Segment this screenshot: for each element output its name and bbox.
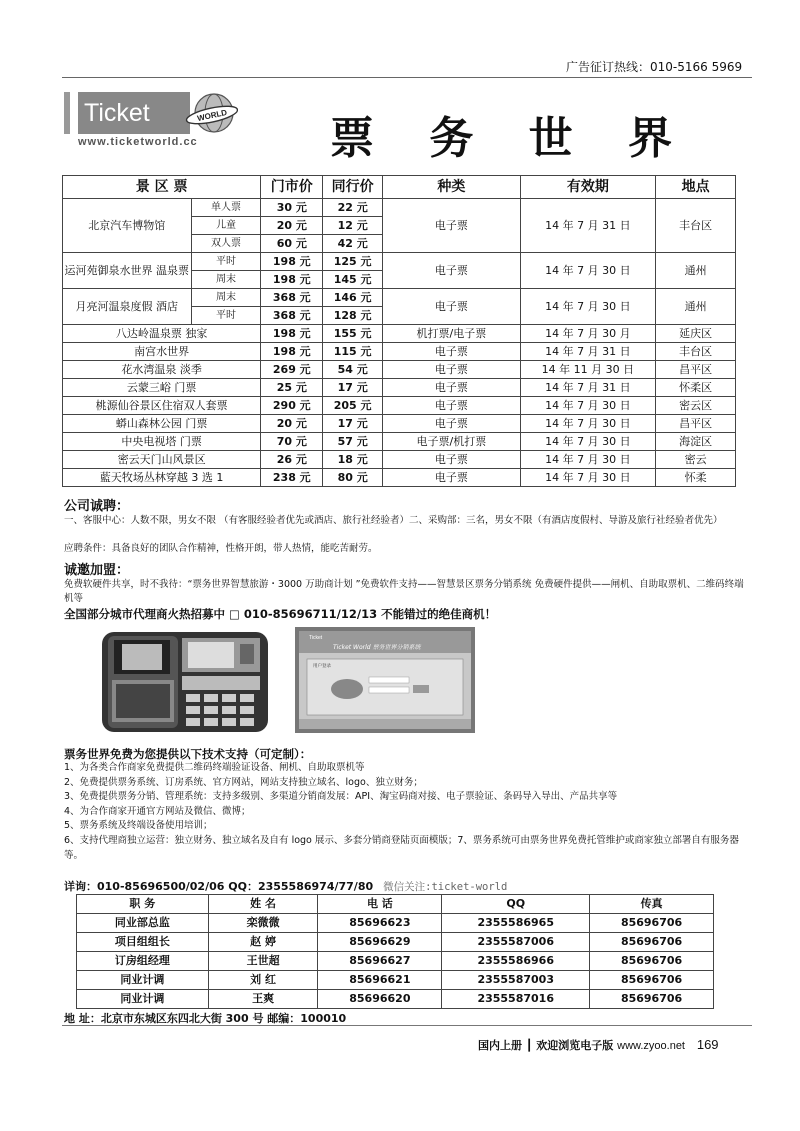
phone-cell: 85696620: [318, 990, 442, 1009]
footer-label: 国内上册 ┃ 欢迎浏览电子版: [478, 1039, 614, 1052]
scenic-name-cell: 桃源仙谷景区住宿双人套票: [63, 397, 261, 415]
retail-price-cell: 70 元: [261, 433, 323, 451]
retail-price-cell: 198 元: [261, 325, 323, 343]
ticket-type-cell: 电子票: [383, 415, 521, 433]
place-cell: 怀柔: [656, 469, 736, 487]
validity-cell: 14 年 7 月 30 日: [520, 253, 656, 289]
position-cell: 订房组经理: [77, 952, 209, 971]
ticket-type-cell: 电子票: [383, 253, 521, 289]
screenshot-corner: Ticket: [309, 635, 323, 641]
col-position: 职 务: [77, 895, 209, 914]
name-cell: 王世超: [208, 952, 318, 971]
ticket-type-cell: 电子票: [383, 379, 521, 397]
trade-price-cell: 42 元: [323, 235, 383, 253]
logo-word: Ticket: [78, 92, 190, 134]
scenic-name-cell: 藍天牧场丛林穿越 3 选 1: [63, 469, 261, 487]
ad-hotline: 广告征订热线：010-5166 5969: [566, 60, 743, 74]
table-row: [77, 914, 714, 933]
trade-price-cell: 155 元: [323, 325, 383, 343]
table-row: [63, 433, 736, 451]
list-item: 1、为各类合作商家免费提供二维码终端验证设备、闸机、自助取票机等: [64, 762, 365, 773]
page-number: 169: [696, 1037, 719, 1052]
table-row: [63, 199, 736, 217]
hiring-text: 一、客服中心：人数不限，男女不限 （有客服经验者优先或酒店、旅行社经验者）二、采购部：三名，男女不限（有酒店度假村、导游及旅行社经验者优先）: [64, 515, 723, 526]
ticket-type-cell: 电子票: [383, 397, 521, 415]
table-row: [63, 451, 736, 469]
place-cell: 海淀区: [656, 433, 736, 451]
qq-cell: 2355587006: [442, 933, 590, 952]
ticket-type-cell: 电子票: [383, 199, 521, 253]
col-retail: 门市价: [261, 176, 323, 199]
ticket-type-cell: 电子票/机打票: [383, 433, 521, 451]
scenic-name-cell: 南宫水世界: [63, 343, 261, 361]
trade-price-cell: 22 元: [323, 199, 383, 217]
ticket-type-cell: 机打票/电子票: [383, 325, 521, 343]
distribution-system-screenshot: [295, 627, 475, 733]
qq-cell: 2355586966: [442, 952, 590, 971]
name-cell: 刘 红: [208, 971, 318, 990]
trade-price-cell: 17 元: [323, 379, 383, 397]
tech-support-list: [64, 761, 744, 863]
retail-price-cell: 368 元: [261, 289, 323, 307]
phone-cell: 85696627: [318, 952, 442, 971]
ticket-type-cell: 电子票: [383, 451, 521, 469]
page-title: 票 务 世 界: [330, 113, 692, 164]
validity-cell: 14 年 7 月 30 日: [520, 469, 656, 487]
bottom-rule: [62, 1025, 752, 1026]
table-row: [77, 990, 714, 1009]
retail-price-cell: 290 元: [261, 397, 323, 415]
retail-price-cell: 20 元: [261, 217, 323, 235]
list-item: 3、免费提供票务分销、管理系统：支持多级别、多渠道分销商发展：API、淘宝码商对接、电子票验证、条码导入导出、产品共享等: [64, 791, 618, 803]
trade-price-cell: 145 元: [323, 271, 383, 289]
place-cell: 昌平区: [656, 415, 736, 433]
top-rule: [62, 77, 752, 78]
scenic-name-cell: 蟒山森林公园 门票: [63, 415, 261, 433]
hiring-heading: 公司诚聘：: [64, 499, 130, 514]
trade-price-cell: 115 元: [323, 343, 383, 361]
table-row: [63, 469, 736, 487]
retail-price-cell: 25 元: [261, 379, 323, 397]
trade-price-cell: 80 元: [323, 469, 383, 487]
place-cell: 丰台区: [656, 199, 736, 253]
trade-price-cell: 12 元: [323, 217, 383, 235]
ticket-variant-cell: 周末: [191, 289, 261, 307]
col-name: 姓 名: [208, 895, 318, 914]
trade-price-cell: 205 元: [323, 397, 383, 415]
scenic-name-cell: 中央电视塔 门票: [63, 433, 261, 451]
place-cell: 延庆区: [656, 325, 736, 343]
retail-price-cell: 60 元: [261, 235, 323, 253]
agent-recruit-line: 全国部分城市代理商火热招募中 □ 010-85696711/12/13 不能错过的绝佳商机！: [64, 607, 497, 621]
list-item: 4、为合作商家开通官方网站及微信、微博；: [64, 805, 251, 817]
screenshot-brand: Ticket World 票务世界分销系统: [333, 644, 421, 651]
retail-price-cell: 26 元: [261, 451, 323, 469]
scenic-name-cell: 运河苑御泉水世界 温泉票: [63, 253, 192, 289]
name-cell: 王爽: [208, 990, 318, 1009]
validity-cell: 14 年 7 月 30 日: [520, 397, 656, 415]
position-cell: 同业计调: [77, 990, 209, 1009]
name-cell: 栾微微: [208, 914, 318, 933]
retail-price-cell: 20 元: [261, 415, 323, 433]
trade-price-cell: 57 元: [323, 433, 383, 451]
retail-price-cell: 198 元: [261, 253, 323, 271]
trade-price-cell: 125 元: [323, 253, 383, 271]
col-trade: 同行价: [323, 176, 383, 199]
fax-cell: 85696706: [590, 933, 714, 952]
name-cell: 赵 婷: [208, 933, 318, 952]
staff-contact-table: [76, 894, 714, 1009]
retail-price-cell: 368 元: [261, 307, 323, 325]
phone-cell: 85696623: [318, 914, 442, 933]
trade-price-cell: 18 元: [323, 451, 383, 469]
trade-price-cell: 54 元: [323, 361, 383, 379]
qq-cell: 2355587003: [442, 971, 590, 990]
fax-cell: 85696706: [590, 990, 714, 1009]
col-type: 种类: [383, 176, 521, 199]
validity-cell: 14 年 7 月 31 日: [520, 343, 656, 361]
place-cell: 怀柔区: [656, 379, 736, 397]
fax-cell: 85696706: [590, 952, 714, 971]
logo-badge: WORLD: [196, 107, 228, 124]
trade-price-cell: 17 元: [323, 415, 383, 433]
table-row: [77, 933, 714, 952]
col-place: 地点: [656, 176, 736, 199]
table-row: [63, 397, 736, 415]
invite-text: 免费软硬件共享，时不我待：“票务世界智慧旅游・3000 万助商计划 ”免费软件支持——智慧景区票务分销系统 免费硬件提供——闸机、自助取票机、二维码终端机等: [64, 579, 744, 604]
ticket-variant-cell: 单人票: [191, 199, 261, 217]
list-item: 6、支持代理商独立运营：独立财务、独立域名及自有 logo 展示、多套分销商登陆页面模版；7、票务系统可由票务世界免费托管维护或商家独立部署自有服务器等。: [64, 834, 739, 861]
qq-cell: 2355586965: [442, 914, 590, 933]
validity-cell: 14 年 7 月 30 日: [520, 415, 656, 433]
ticket-type-cell: 电子票: [383, 469, 521, 487]
ticket-type-cell: 电子票: [383, 361, 521, 379]
ticket-variant-cell: 双人票: [191, 235, 261, 253]
phone-cell: 85696621: [318, 971, 442, 990]
ticket-variant-cell: 儿童: [191, 217, 261, 235]
wechat-handle: 微信关注:ticket-world: [383, 881, 508, 893]
col-phone: 电 话: [318, 895, 442, 914]
col-fax: 传真: [590, 895, 714, 914]
table-row: [63, 361, 736, 379]
scenic-name-cell: 密云天门山风景区: [63, 451, 261, 469]
validity-cell: 14 年 7 月 31 日: [520, 199, 656, 253]
place-cell: 丰台区: [656, 343, 736, 361]
qq-cell: 2355587016: [442, 990, 590, 1009]
scenic-name-cell: 八达岭温泉票 独家: [63, 325, 261, 343]
validity-cell: 14 年 7 月 30 日: [520, 289, 656, 325]
retail-price-cell: 198 元: [261, 271, 323, 289]
hiring-conditions: 应聘条件：具备良好的团队合作精神，性格开朗，带人热情，能吃苦耐劳。: [64, 543, 378, 554]
list-item: 5、票务系统及终端设备使用培训；: [64, 820, 213, 832]
validity-cell: 14 年 7 月 30 日: [520, 433, 656, 451]
ticket-type-cell: 电子票: [383, 343, 521, 361]
place-cell: 密云: [656, 451, 736, 469]
retail-price-cell: 30 元: [261, 199, 323, 217]
col-validity: 有效期: [520, 176, 656, 199]
table-header-row: [77, 895, 714, 914]
ticket-variant-cell: 平时: [191, 307, 261, 325]
fax-cell: 85696706: [590, 971, 714, 990]
table-row: [63, 289, 736, 307]
globe-icon: [184, 92, 238, 134]
validity-cell: 14 年 7 月 31 日: [520, 379, 656, 397]
ticket-world-logo: [64, 92, 244, 158]
phone-cell: 85696629: [318, 933, 442, 952]
position-cell: 同业部总监: [77, 914, 209, 933]
screenshot-login: 用户登录: [313, 664, 331, 669]
table-header-row: [63, 176, 736, 199]
position-cell: 同业计调: [77, 971, 209, 990]
scenic-name-cell: 月亮河温泉度假 酒店: [63, 289, 192, 325]
validity-cell: 14 年 11 月 30 日: [520, 361, 656, 379]
place-cell: 通州: [656, 253, 736, 289]
ticket-variant-cell: 平时: [191, 253, 261, 271]
list-item: 2、免费提供票务系统、订房系统、官方网站，网站支持独立域名、logo、独立财务；: [64, 776, 423, 788]
col-scenic: 景 区 票: [63, 176, 261, 199]
scenic-name-cell: 北京汽车博物馆: [63, 199, 192, 253]
position-cell: 项目组组长: [77, 933, 209, 952]
retail-price-cell: 238 元: [261, 469, 323, 487]
table-row: [63, 379, 736, 397]
address-line: 地 址：北京市东城区东四北大街 300 号 邮编：100010: [64, 1012, 347, 1025]
table-row: [63, 325, 736, 343]
table-row: [63, 253, 736, 271]
place-cell: 通州: [656, 289, 736, 325]
validity-cell: 14 年 7 月 30 月: [520, 325, 656, 343]
invite-heading: 诚邀加盟：: [64, 563, 130, 578]
contact-main: 详询：010-85696500/02/06 QQ：2355586974/77/80: [64, 880, 374, 893]
ticket-price-table: [62, 175, 736, 487]
footer-url: www.zyoo.net: [617, 1040, 685, 1052]
ticket-terminal-device-image: [100, 628, 270, 736]
table-row: [63, 415, 736, 433]
scenic-name-cell: 云蒙三峪 门票: [63, 379, 261, 397]
fax-cell: 85696706: [590, 914, 714, 933]
table-row: [77, 952, 714, 971]
retail-price-cell: 269 元: [261, 361, 323, 379]
logo-bar: [64, 92, 70, 134]
contact-line: [64, 878, 507, 894]
page-footer: [478, 1037, 719, 1053]
ticket-type-cell: 电子票: [383, 289, 521, 325]
trade-price-cell: 128 元: [323, 307, 383, 325]
place-cell: 密云区: [656, 397, 736, 415]
table-row: [63, 343, 736, 361]
validity-cell: 14 年 7 月 30 日: [520, 451, 656, 469]
retail-price-cell: 198 元: [261, 343, 323, 361]
ticket-variant-cell: 周末: [191, 271, 261, 289]
tech-support-heading: 票务世界免费为您提供以下技术支持（可定制）：: [64, 747, 312, 761]
scenic-name-cell: 花水湾温泉 淡季: [63, 361, 261, 379]
table-row: [77, 971, 714, 990]
place-cell: 昌平区: [656, 361, 736, 379]
logo-url: www.ticketworld.cc: [78, 136, 198, 148]
trade-price-cell: 146 元: [323, 289, 383, 307]
col-qq: QQ: [442, 895, 590, 914]
